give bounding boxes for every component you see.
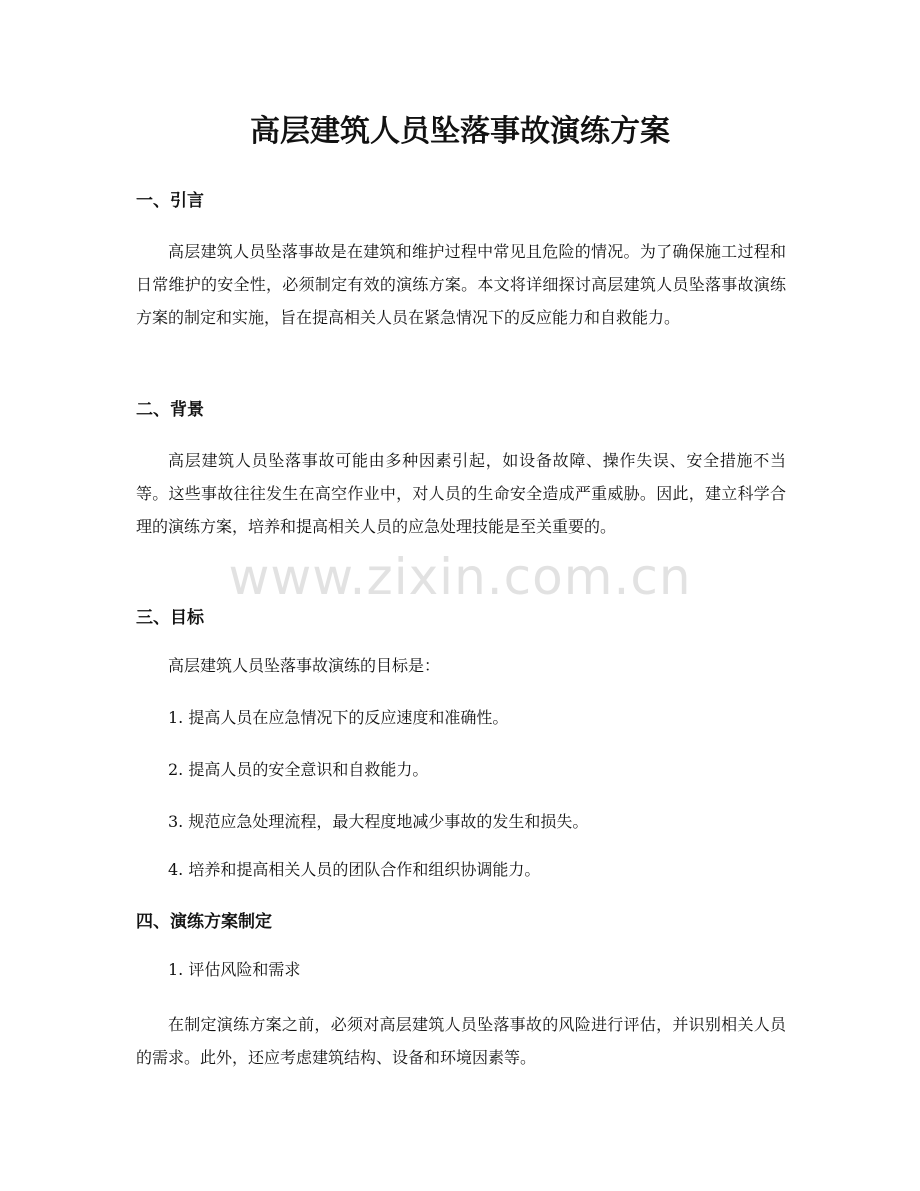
- goal-item: 4. 培养和提高相关人员的团队合作和组织协调能力。: [168, 860, 541, 879]
- goal-item: 1. 提高人员在应急情况下的反应速度和准确性。: [168, 708, 509, 727]
- background-paragraph: 高层建筑人员坠落事故可能由多种因素引起，如设备故障、操作失误、安全措施不当等。这些事故往往发生在高空作业中，对人员的生命安全造成严重威胁。因此，建立科学合理的演练方案，培养和提高相关人员的应急处理技能是至关重要的。: [136, 451, 786, 536]
- section-heading-background: 二、背景: [136, 400, 204, 420]
- plan-paragraph: 在制定演练方案之前，必须对高层建筑人员坠落事故的风险进行评估，并识别相关人员的需求。此外，还应考虑建筑结构、设备和环境因素等。: [136, 1015, 786, 1067]
- document-title: 高层建筑人员坠落事故演练方案: [250, 114, 670, 149]
- intro-paragraph: 高层建筑人员坠落事故是在建筑和维护过程中常见且危险的情况。为了确保施工过程和日常维护的安全性，必须制定有效的演练方案。本文将详细探讨高层建筑人员坠落事故演练方案的制定和实施，旨在提高相关人员在紧急情况下的反应能力和自救能力。: [136, 242, 786, 327]
- section-heading-intro: 一、引言: [136, 191, 204, 211]
- plan-subheading: 1. 评估风险和需求: [168, 960, 301, 979]
- goal-item: 3. 规范应急处理流程，最大程度地减少事故的发生和损失。: [168, 812, 589, 831]
- goal-item: 2. 提高人员的安全意识和自救能力。: [168, 760, 429, 779]
- section-heading-goals: 三、目标: [136, 608, 204, 628]
- watermark: www.zixin.com.cn: [228, 548, 692, 606]
- goals-intro: 高层建筑人员坠落事故演练的目标是：: [168, 656, 441, 675]
- section-heading-plan: 四、演练方案制定: [136, 912, 272, 932]
